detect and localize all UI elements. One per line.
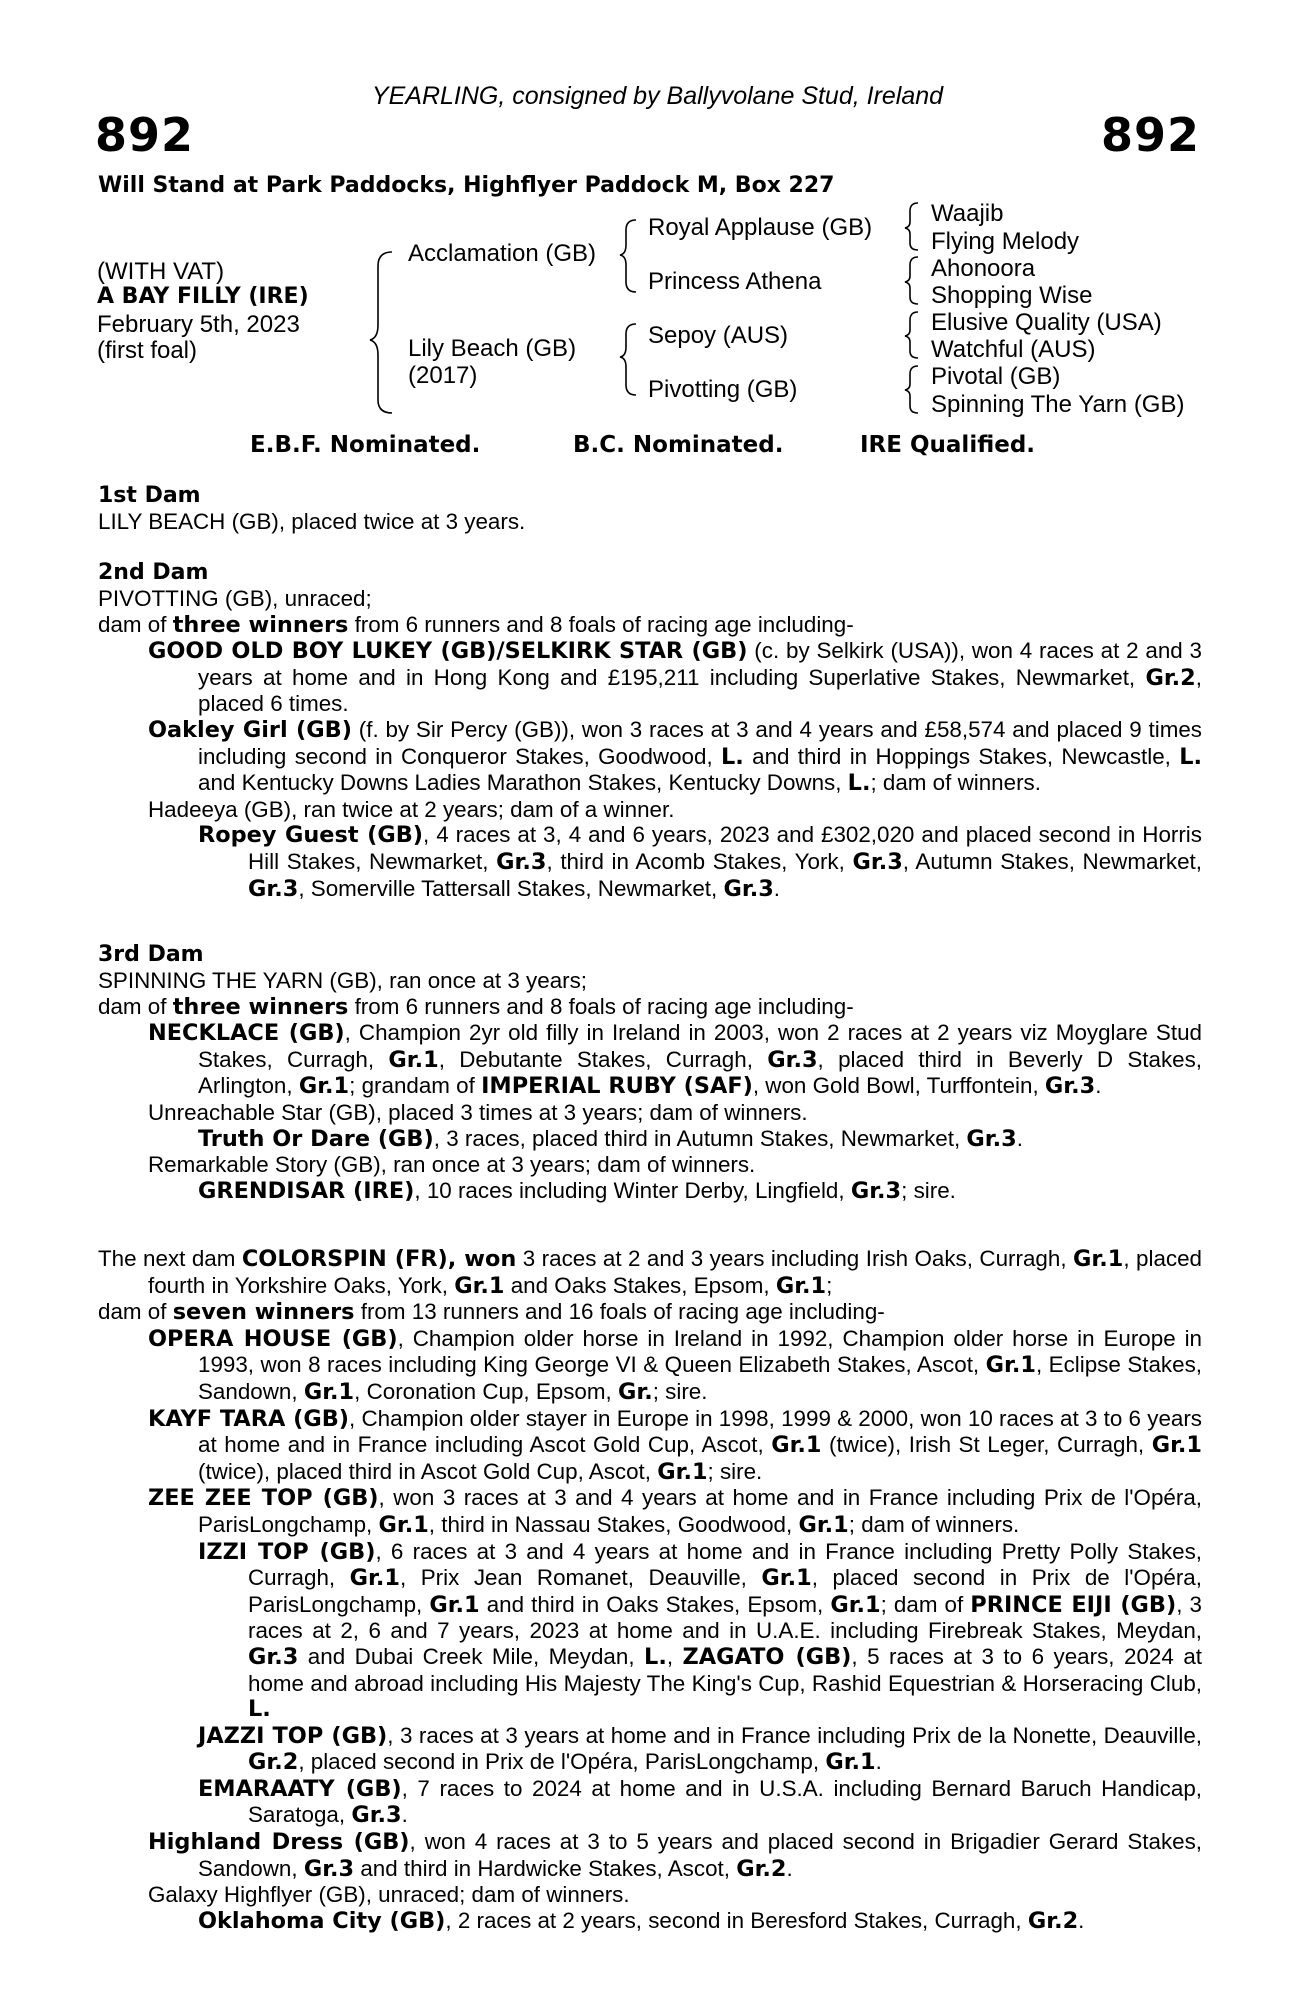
- progeny-entry: Remarkable Story (GB), ran once at 3 years; dam of winners.: [148, 1152, 756, 1178]
- dam-year: (2017): [408, 362, 478, 389]
- ebf-nominated: E.B.F. Nominated.: [250, 432, 481, 458]
- progeny-entry: Oakley Girl (GB) (f. by Sir Percy (GB)), won 3 races at 3 and 4 years and £58,574 and placed 9 times including second in Conqueror Stakes, Goodwood, L. and third in Hoppings Stakes, Newcastle, L. and Kentucky Downs Ladies Marathon Stakes, Kentucky Downs, L.; dam of winners.: [148, 716, 1203, 797]
- first-dam-section: [98, 483, 1202, 535]
- third-dam-line2: dam of three winners from 6 runners and 8 foals of racing age including-: [98, 993, 854, 1020]
- ped-sdd: Shopping Wise: [931, 282, 1093, 309]
- horse-name: A BAY FILLY (IRE): [97, 284, 309, 309]
- progeny-entry: JAZZI TOP (GB), 3 races at 3 years at home and in France including Prix de la Nonette, Deauville, Gr.2, placed second in Prix de l'Opéra, ParisLongchamp, Gr.1.: [198, 1722, 1202, 1776]
- second-dam-line2: dam of three winners from 6 runners and 8 foals of racing age including-: [98, 611, 854, 638]
- progeny-entry: EMARAATY (GB), 7 races to 2024 at home and in U.S.A. including Bernard Baruch Handicap, Saratoga, Gr.3.: [198, 1775, 1202, 1829]
- ped-sds: Ahonoora: [931, 255, 1036, 282]
- first-dam-text: LILY BEACH (GB), placed twice at 3 years.: [98, 509, 526, 534]
- ped-ddd: Spinning The Yarn (GB): [931, 391, 1185, 418]
- progeny-entry: Ropey Guest (GB), 4 races at 3, 4 and 6 years, 2023 and £302,020 and placed second in Horris Hill Stakes, Newmarket, Gr.3, third in Acomb Stakes, York, Gr.3, Autumn Stakes, Newmarket, Gr.3, Somerville Tattersall Stakes, Newmarket, Gr.3.: [198, 822, 1203, 902]
- second-dam-title: 2nd Dam: [98, 560, 209, 585]
- horse-dob: February 5th, 2023: [97, 311, 300, 338]
- bc-nominated: B.C. Nominated.: [573, 432, 784, 458]
- progeny-entry: NECKLACE (GB), Champion 2yr old filly in Ireland in 2003, won 2 races at 2 years viz Moyglare Stud Stakes, Curragh, Gr.1, Debutante Stakes, Curragh, Gr.3, placed third in Beverly D Stakes, Arlington, Gr.1; grandam of IMPERIAL RUBY (SAF), won Gold Bowl, Turffontein, Gr.3.: [148, 1020, 1203, 1100]
- stand-location: Will Stand at Park Paddocks, Highflyer Paddock M, Box 227: [98, 173, 835, 198]
- sire-sire: Royal Applause (GB): [648, 214, 873, 241]
- progeny-entry: IZZI TOP (GB), 6 races at 3 and 4 years at home and in France including Pretty Polly Stakes, Curragh, Gr.1, Prix Jean Romanet, Deauville, Gr.1, placed second in Prix de l'Opéra, ParisLongchamp, Gr.1 and third in Oaks Stakes, Epsom, Gr.1; dam of PRINCE EIJI (GB), 3 races at 2, 6 and 7 years, 2023 at home and in U.A.E. including Firebreak Stakes, Meydan, Gr.3 and Dubai Creek Mile, Meydan, L., ZAGATO (GB), 5 races at 3 to 6 years, 2024 at home and abroad including His Majesty The King's Cup, Rashid Equestrian & Horseracing Club, L.: [198, 1538, 1202, 1723]
- dam: Lily Beach (GB): [408, 335, 577, 362]
- progeny-entry: KAYF TARA (GB), Champion older stayer in Europe in 1998, 1999 & 2000, won 10 races at 3 to 6 years at home and in France including Ascot Gold Cup, Ascot, Gr.1 (twice), Irish St Leger, Curragh, Gr.1 (twice), placed third in Ascot Gold Cup, Ascot, Gr.1; sire.: [148, 1405, 1202, 1485]
- ped-dsd: Watchful (AUS): [931, 336, 1096, 363]
- ped-dss: Elusive Quality (USA): [931, 309, 1162, 336]
- ped-ssd: Flying Melody: [931, 228, 1080, 255]
- progeny-entry: GOOD OLD BOY LUKEY (GB)/SELKIRK STAR (GB) (c. by Selkirk (USA)), won 4 races at 2 and 3 years at home and in Hong Kong and £195,211 including Superlative Stakes, Newmarket, Gr.2, placed 6 times.: [148, 638, 1202, 717]
- dam-dam: Pivotting (GB): [648, 376, 798, 403]
- sire: Acclamation (GB): [408, 240, 597, 267]
- progeny-entry: ZEE ZEE TOP (GB), won 3 races at 3 and 4 years at home and in France including Prix de l'Opéra, ParisLongchamp, Gr.1, third in Nassau Stakes, Goodwood, Gr.1; dam of winners.: [148, 1485, 1202, 1538]
- third-dam-line1: SPINNING THE YARN (GB), ran once at 3 years;: [98, 968, 588, 993]
- first-dam-title: 1st Dam: [98, 483, 201, 508]
- third-dam-section: [98, 942, 1202, 1204]
- progeny-entry: Hadeeya (GB), ran twice at 2 years; dam of a winner.: [148, 796, 675, 822]
- progeny-entry: Highland Dress (GB), won 4 races at 3 to 5 years and placed second in Brigadier Gerard Stakes, Sandown, Gr.3 and third in Hardwicke Stakes, Ascot, Gr.2.: [148, 1829, 1203, 1882]
- progeny-entry: Oklahoma City (GB), 2 races at 2 years, second in Beresford Stakes, Curragh, Gr.2.: [198, 1907, 1085, 1934]
- page-subtitle: YEARLING, consigned by Ballyvolane Stud, Ireland: [371, 82, 944, 110]
- next-dam-line2: dam of seven winners from 13 runners and 16 foals of racing age including-: [98, 1299, 885, 1326]
- progeny-entry: Galaxy Highflyer (GB), unraced; dam of winners.: [148, 1882, 630, 1908]
- ped-sss: Waajib: [931, 200, 1004, 227]
- progeny-entry: Unreachable Star (GB), placed 3 times at 3 years; dam of winners.: [148, 1099, 808, 1125]
- lot-number-left: 892: [95, 108, 195, 162]
- second-dam-section: [98, 560, 1202, 902]
- ire-qualified: IRE Qualified.: [860, 432, 1036, 458]
- second-dam-line1: PIVOTTING (GB), unraced;: [98, 586, 372, 611]
- dam-sire: Sepoy (AUS): [648, 322, 789, 349]
- ped-dds: Pivotal (GB): [931, 363, 1061, 390]
- next-dam-line1: The next dam COLORSPIN (FR), won 3 races at 2 and 3 years including Irish Oaks, Curragh, Gr.1, placed fourth in Yorkshire Oaks, York, Gr.1 and Oaks Stakes, Epsom, Gr.1;: [98, 1246, 1202, 1299]
- lot-number-right: 892: [1100, 108, 1200, 162]
- next-dam-section: [98, 1246, 1202, 1934]
- third-dam-title: 3rd Dam: [98, 942, 204, 967]
- progeny-entry: OPERA HOUSE (GB), Champion older horse in Ireland in 1992, Champion older horse in Europe in 1993, won 8 races including King George VI & Queen Elizabeth Stakes, Ascot, Gr.1, Eclipse Stakes, Sandown, Gr.1, Coronation Cup, Epsom, Gr.; sire.: [148, 1325, 1202, 1405]
- progeny-entry: Truth Or Dare (GB), 3 races, placed third in Autumn Stakes, Newmarket, Gr.3.: [198, 1125, 1023, 1152]
- progeny-entry: GRENDISAR (IRE), 10 races including Winter Derby, Lingfield, Gr.3; sire.: [198, 1177, 956, 1204]
- sire-dam: Princess Athena: [648, 268, 822, 295]
- horse-note: (first foal): [97, 337, 198, 364]
- vat-note: (WITH VAT): [97, 258, 225, 285]
